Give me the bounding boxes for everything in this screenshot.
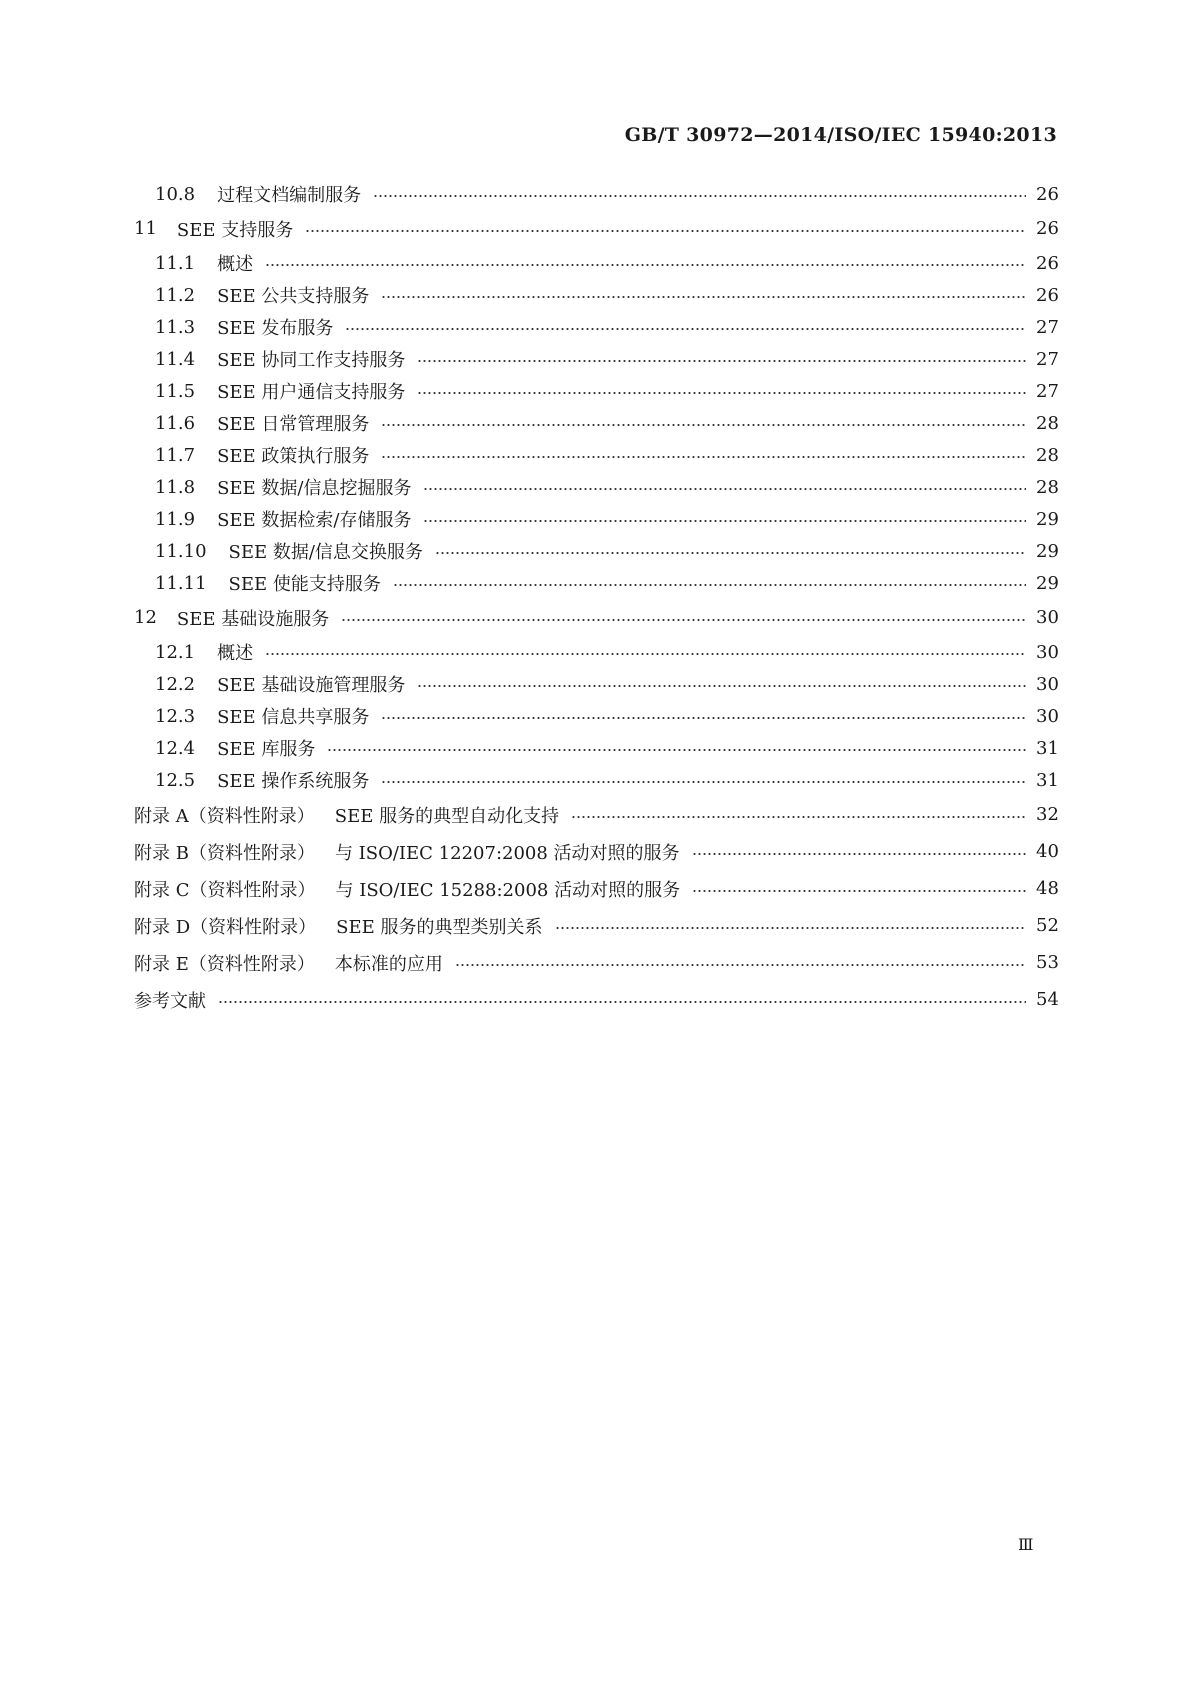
toc-dot-leader xyxy=(423,520,1026,522)
toc-entry-title: 与 ISO/IEC 12207:2008 活动对照的服务 xyxy=(334,842,680,864)
toc-entry-title: SEE 信息共享服务 xyxy=(217,707,370,728)
toc-entry-title: 概述 xyxy=(217,643,254,664)
toc-entry-title: SEE 公共支持服务 xyxy=(217,286,370,307)
toc-entry-page: 26 xyxy=(1036,218,1059,239)
toc-entry-number: 附录 A（资料性附录） xyxy=(134,805,315,827)
toc-entry[interactable] xyxy=(134,407,1058,439)
toc-dot-leader xyxy=(345,328,1026,330)
toc-entry-number: 附录 B（资料性附录） xyxy=(134,842,315,864)
toc-entry[interactable] xyxy=(134,668,1058,700)
toc-entry-page: 52 xyxy=(1036,915,1059,936)
toc-entry-title: SEE 协同工作支持服务 xyxy=(217,350,406,371)
toc-entry-page: 26 xyxy=(1036,183,1059,205)
toc-entry-number: 附录 E（资料性附录） xyxy=(134,953,315,975)
toc-entry[interactable] xyxy=(134,503,1058,535)
toc-entry-number: 11.8 xyxy=(155,476,196,498)
toc-entry[interactable] xyxy=(134,178,1058,210)
toc-entry-number: 11.3 xyxy=(155,316,196,338)
toc-entry-number: 12 xyxy=(134,607,157,628)
toc-entry-page: 26 xyxy=(1036,284,1059,306)
toc-dot-leader xyxy=(393,584,1026,586)
toc-dot-leader xyxy=(423,488,1026,490)
toc-entry-page: 30 xyxy=(1036,607,1059,628)
toc-entry-page: 29 xyxy=(1036,540,1059,562)
toc-entry[interactable] xyxy=(134,343,1058,375)
toc-entry[interactable] xyxy=(134,636,1058,668)
toc-entry-number: 附录 D（资料性附录） xyxy=(134,916,317,938)
toc-entry[interactable] xyxy=(134,210,1058,247)
toc-dot-leader xyxy=(455,964,1026,966)
toc-entry-number: 12.2 xyxy=(155,673,196,695)
toc-entry-number: 附录 C（资料性附录） xyxy=(134,879,316,901)
toc-appendix-entry[interactable] xyxy=(134,796,1058,833)
toc-dot-leader xyxy=(327,749,1026,751)
toc-dot-leader xyxy=(381,296,1026,298)
page-number: Ⅲ xyxy=(1018,1535,1034,1554)
toc-entry-page: 28 xyxy=(1036,476,1059,498)
toc-entry[interactable] xyxy=(134,599,1058,636)
toc-dot-leader xyxy=(417,392,1026,394)
toc-appendix-entry[interactable] xyxy=(134,944,1058,981)
toc-entry-number: 11.7 xyxy=(155,444,196,466)
toc-entry-number: 11.4 xyxy=(155,348,196,370)
toc-dot-leader xyxy=(555,927,1027,929)
toc-entry-title: 本标准的应用 xyxy=(334,953,443,975)
toc-appendix-entry[interactable] xyxy=(134,907,1058,944)
toc-entry-title: SEE 数据检索/存储服务 xyxy=(217,510,412,531)
toc-dot-leader xyxy=(381,456,1026,458)
toc-entry[interactable] xyxy=(134,567,1058,599)
toc-entry-page: 29 xyxy=(1036,508,1059,530)
toc-entry-page: 53 xyxy=(1036,952,1059,973)
toc-entry-page: 30 xyxy=(1036,673,1059,695)
toc-dot-leader xyxy=(265,653,1026,655)
toc-entry[interactable] xyxy=(134,247,1058,279)
toc-dot-leader xyxy=(417,685,1026,687)
toc-entry-number: 11 xyxy=(134,218,157,239)
toc-entry-title: 过程文档编制服务 xyxy=(217,185,362,206)
toc-entry-number: 11.6 xyxy=(155,412,196,434)
toc-entry-title: SEE 数据/信息交换服务 xyxy=(228,542,423,563)
toc-entry[interactable] xyxy=(134,375,1058,407)
toc-entry-title: SEE 数据/信息挖掘服务 xyxy=(217,478,412,499)
toc-entry-number: 11.5 xyxy=(155,380,196,402)
toc-entry-title: 与 ISO/IEC 15288:2008 活动对照的服务 xyxy=(335,879,681,901)
toc-dot-leader xyxy=(692,853,1026,855)
toc-entry-title: SEE 操作系统服务 xyxy=(217,771,370,792)
toc-entry-number: 12.4 xyxy=(155,737,196,759)
toc-entry-title: SEE 政策执行服务 xyxy=(217,446,370,467)
toc-entry-title: SEE 基础设施管理服务 xyxy=(217,675,406,696)
toc-entry-title: 参考文献 xyxy=(134,990,206,1012)
toc-entry-title: SEE 服务的典型类别关系 xyxy=(336,916,543,938)
toc-dot-leader xyxy=(381,424,1026,426)
toc-entry-number: 11.1 xyxy=(155,252,196,274)
toc-entry-title: SEE 使能支持服务 xyxy=(228,574,381,595)
toc-entry[interactable] xyxy=(134,700,1058,732)
toc-entry-page: 29 xyxy=(1036,572,1059,594)
toc-entry-page: 54 xyxy=(1036,989,1059,1010)
toc-dot-leader xyxy=(571,816,1026,818)
toc-entry[interactable] xyxy=(134,535,1058,567)
toc-entry[interactable] xyxy=(134,764,1058,796)
toc-entry-page: 32 xyxy=(1036,804,1059,825)
toc-appendix-entry[interactable] xyxy=(134,870,1058,907)
toc-dot-leader xyxy=(305,230,1026,232)
toc-dot-leader xyxy=(381,781,1026,783)
toc-dot-leader xyxy=(692,890,1026,892)
toc-dot-leader xyxy=(381,717,1026,719)
toc-entry-title: SEE 发布服务 xyxy=(217,318,334,339)
toc-entry-number: 10.8 xyxy=(155,183,196,205)
toc-entry[interactable] xyxy=(134,279,1058,311)
toc-entry[interactable] xyxy=(134,439,1058,471)
toc-entry-page: 28 xyxy=(1036,412,1059,434)
toc-dot-leader xyxy=(265,264,1026,266)
toc-entry-page: 48 xyxy=(1036,878,1059,899)
toc-entry-title: SEE 日常管理服务 xyxy=(217,414,370,435)
toc-entry-page: 26 xyxy=(1036,252,1059,274)
toc-entry-number: 11.10 xyxy=(155,540,207,562)
toc-entry[interactable] xyxy=(134,732,1058,764)
toc-entry-title: 概述 xyxy=(217,254,254,275)
toc-entry-number: 12.1 xyxy=(155,641,196,663)
toc-entry-page: 30 xyxy=(1036,705,1059,727)
toc-entry-page: 28 xyxy=(1036,444,1059,466)
toc-entry-page: 27 xyxy=(1036,316,1059,338)
standard-code-header: GB/T 30972—2014/ISO/IEC 15940:2013 xyxy=(624,124,1057,146)
toc-entry-number: 11.11 xyxy=(155,572,207,594)
toc-entry-number: 12.3 xyxy=(155,705,196,727)
toc-entry-page: 27 xyxy=(1036,348,1059,370)
toc-dot-leader xyxy=(417,360,1026,362)
toc-entry-title: SEE 服务的典型自动化支持 xyxy=(334,805,560,827)
toc-entry[interactable] xyxy=(134,471,1058,503)
toc-entry-title: SEE 用户通信支持服务 xyxy=(217,382,406,403)
toc-entry-page: 40 xyxy=(1036,841,1059,862)
toc-appendix-entry[interactable] xyxy=(134,833,1058,870)
toc-entry-number: 12.5 xyxy=(155,769,196,791)
toc-dot-leader xyxy=(435,552,1026,554)
toc-entry-title: SEE 支持服务 xyxy=(176,219,294,241)
toc-dot-leader xyxy=(218,1001,1026,1003)
toc-entry-title: SEE 库服务 xyxy=(217,739,316,760)
toc-entry-page: 27 xyxy=(1036,380,1059,402)
toc-dot-leader xyxy=(341,619,1026,621)
toc-entry-title: SEE 基础设施服务 xyxy=(176,608,330,630)
toc-dot-leader xyxy=(373,195,1026,197)
toc-entry[interactable] xyxy=(134,311,1058,343)
toc-entry-page: 30 xyxy=(1036,641,1059,663)
toc-entry[interactable] xyxy=(134,981,1058,1018)
toc-entry-page: 31 xyxy=(1036,737,1059,759)
table-of-contents xyxy=(134,178,1058,1018)
toc-entry-number: 11.2 xyxy=(155,284,196,306)
toc-entry-number: 11.9 xyxy=(155,508,196,530)
toc-entry-page: 31 xyxy=(1036,769,1059,791)
